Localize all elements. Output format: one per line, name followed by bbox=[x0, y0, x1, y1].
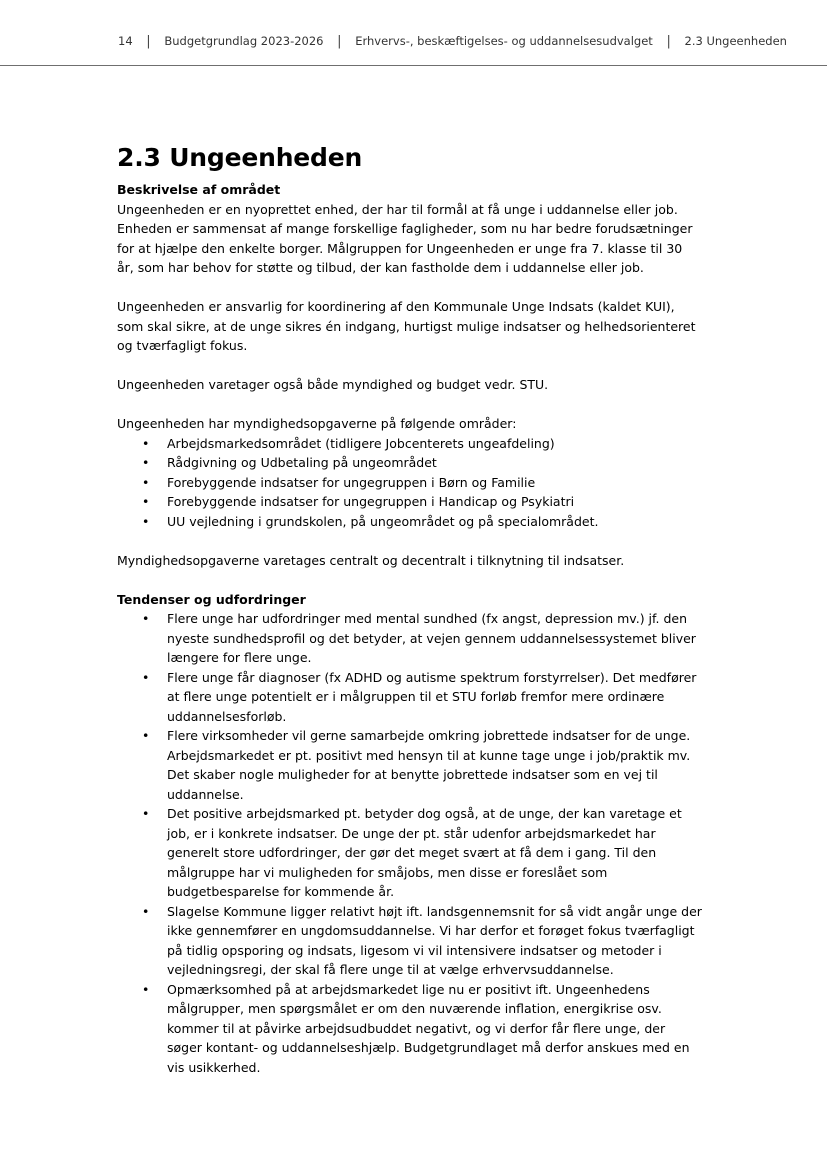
text-line: for at hjælpe den enkelte borger. Målgruppen for Ungeenheden er unge fra 7. klasse til 30 bbox=[117, 240, 683, 256]
bullet-icon: • bbox=[142, 494, 150, 509]
text-line: budgetbesparelse for kommende år. bbox=[167, 884, 395, 899]
text-line: målgrupper, men spørgsmålet er om den nuværende inflation, energikrise osv. bbox=[167, 1001, 662, 1016]
text-line: længere for flere unge. bbox=[167, 650, 312, 665]
text-line: job, er i konkrete indsatser. De unge der pt. står udenfor arbejdsmarkedet har bbox=[167, 825, 656, 841]
header-separator: | bbox=[146, 34, 151, 49]
header-divider bbox=[0, 65, 827, 66]
paragraph-kui bbox=[117, 297, 717, 356]
text-line: at flere unge potentielt er i målgruppen til et STU forløb fremfor mere ordinære bbox=[167, 689, 665, 704]
section-heading-description: Beskrivelse af området bbox=[117, 182, 281, 197]
page-header bbox=[118, 34, 798, 49]
paragraph-intro bbox=[117, 200, 717, 278]
list-item bbox=[117, 434, 717, 454]
text-line: generelt store udfordringer, der gør det meget svært at få dem i gang. Til den bbox=[167, 845, 657, 860]
bullet-icon: • bbox=[142, 981, 150, 997]
bullet-icon: • bbox=[142, 435, 150, 451]
text-line: Det skaber nogle muligheder for at benytte jobrettede indsatser som en vej til bbox=[167, 767, 658, 782]
text-line: kommer til at påvirke arbejdsudbuddet negativt, og vi derfor får flere unge, der bbox=[167, 1020, 666, 1036]
bullet-icon: • bbox=[142, 806, 150, 821]
text-line: Flere virksomheder vil gerne samarbejde omkring jobrettede indsatser for de unge. bbox=[167, 728, 691, 743]
text-line: søger kontant- og uddannelseshjælp. Budgetgrundlaget må derfor anskues med en bbox=[167, 1040, 690, 1055]
text-line: målgruppe har vi muligheden for småjobs, men disse er foreslået som bbox=[167, 864, 608, 880]
list-item-text: Forebyggende indsatser for ungegruppen i Handicap og Psykiatri bbox=[167, 494, 575, 509]
committee-name: Erhvervs-, beskæftigelses- og uddannelsesudvalget bbox=[355, 34, 653, 48]
text-line: Opmærksomhed på at arbejdsmarkedet lige nu er positivt ift. Ungeenhedens bbox=[167, 981, 650, 997]
text-line: Enheden er sammensat af mange forskellige fagligheder, som nu har bedre forudsætninger bbox=[117, 221, 693, 236]
list-item bbox=[117, 609, 717, 668]
text-line: uddannelse. bbox=[167, 786, 244, 802]
bullet-icon: • bbox=[142, 455, 150, 470]
text-line: som skal sikre, at de unge sikres én indgang, hurtigst mulige indsatser og helhedsorienteret bbox=[117, 318, 696, 334]
text-line: uddannelsesforløb. bbox=[167, 708, 287, 724]
list-item-text: UU vejledning i grundskolen, på ungeområdet og på specialområdet. bbox=[167, 513, 599, 529]
areas-list bbox=[117, 434, 717, 532]
page-title: 2.3 Ungeenheden bbox=[117, 143, 363, 172]
list-item bbox=[117, 804, 717, 902]
header-separator: | bbox=[666, 34, 671, 49]
bullet-icon: • bbox=[142, 513, 150, 529]
spacer bbox=[117, 395, 717, 415]
section-heading-trends: Tendenser og udfordringer bbox=[117, 591, 306, 607]
list-item bbox=[117, 980, 717, 1078]
bullet-icon: • bbox=[142, 474, 150, 490]
bullet-icon: • bbox=[142, 611, 150, 626]
paragraph-stu: Ungeenheden varetager også både myndighed og budget vedr. STU. bbox=[117, 377, 549, 392]
spacer bbox=[117, 531, 717, 551]
bullet-icon: • bbox=[142, 669, 150, 685]
list-item bbox=[117, 902, 717, 980]
text-line: vejledningsregi, der skal få flere unge til at vælge erhvervsuddannelse. bbox=[167, 962, 614, 977]
text-line: nyeste sundhedsprofil og det betyder, at vejen gennem uddannelsessystemet bliver bbox=[167, 630, 696, 646]
spacer bbox=[117, 278, 717, 298]
section-name: 2.3 Ungeenheden bbox=[684, 34, 787, 48]
page-content bbox=[117, 140, 717, 1077]
spacer bbox=[117, 356, 717, 376]
paragraph-organisation: Myndighedsopgaverne varetages centralt og decentralt i tilknytning til indsatser. bbox=[117, 552, 625, 568]
text-line: og tværfagligt fokus. bbox=[117, 338, 248, 353]
list-item-text: Rådgivning og Udbetaling på ungeområdet bbox=[167, 455, 437, 470]
text-line: Det positive arbejdsmarked pt. betyder dog også, at de unge, der kan varetage et bbox=[167, 806, 682, 821]
list-item bbox=[117, 453, 717, 473]
text-line: Slagelse Kommune ligger relativt højt ift. landsgennemsnit for så vidt angår unge der bbox=[167, 903, 702, 919]
paragraph-areas-intro: Ungeenheden har myndighedsopgaverne på følgende områder: bbox=[117, 416, 517, 431]
bullet-icon: • bbox=[142, 903, 150, 919]
list-item bbox=[117, 492, 717, 512]
text-line: Flere unge har udfordringer med mental sundhed (fx angst, depression mv.) jf. den bbox=[167, 611, 688, 626]
list-item bbox=[117, 726, 717, 804]
text-line: vis usikkerhed. bbox=[167, 1059, 261, 1075]
trends-list bbox=[117, 609, 717, 1077]
spacer bbox=[117, 570, 717, 590]
list-item bbox=[117, 473, 717, 493]
text-line: Ungeenheden er ansvarlig for koordinering af den Kommunale Unge Indsats (kaldet KUI), bbox=[117, 299, 675, 314]
list-item bbox=[117, 668, 717, 727]
text-line: Ungeenheden er en nyoprettet enhed, der har til formål at få unge i uddannelse eller job. bbox=[117, 201, 678, 217]
page-number: 14 bbox=[118, 34, 133, 48]
text-line: Arbejdsmarkedet er pt. positivt med hensyn til at kunne tage unge i job/praktik mv. bbox=[167, 747, 691, 763]
bullet-icon: • bbox=[142, 728, 150, 743]
header-separator: | bbox=[337, 34, 342, 49]
text-line: Flere unge får diagnoser (fx ADHD og autisme spektrum forstyrrelser). Det medfører bbox=[167, 669, 697, 685]
text-line: år, som har behov for støtte og tilbud, der kan fastholde dem i uddannelse eller job. bbox=[117, 260, 644, 275]
list-item bbox=[117, 512, 717, 532]
list-item-text: Arbejdsmarkedsområdet (tidligere Jobcenterets ungeafdeling) bbox=[167, 435, 555, 451]
text-line: ikke gennemfører en ungdomsuddannelse. Vi har derfor et forøget fokus tværfagligt bbox=[167, 923, 695, 938]
list-item-text: Forebyggende indsatser for ungegruppen i Børn og Familie bbox=[167, 474, 536, 490]
text-line: på tidlig opsporing og indsats, ligesom vi vil intensivere indsatser og metoder i bbox=[167, 942, 662, 958]
document-title: Budgetgrundlag 2023-2026 bbox=[164, 34, 324, 48]
